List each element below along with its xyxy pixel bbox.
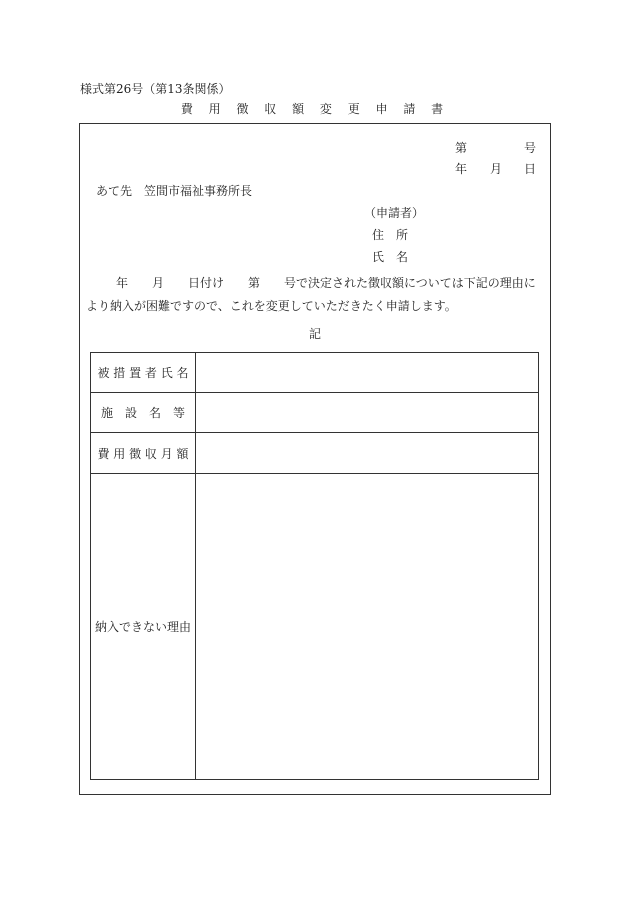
facility-name-field[interactable] xyxy=(196,393,538,432)
table-row xyxy=(91,433,538,474)
row-label: 施 設 名 等 xyxy=(91,393,196,432)
reason-field[interactable] xyxy=(196,474,538,779)
row-label: 納入できない理由 xyxy=(91,474,196,779)
row-label: 費 用 徴 収 月 額 xyxy=(91,433,196,473)
date-year-label: 年 xyxy=(455,162,468,176)
monthly-fee-field[interactable] xyxy=(196,433,538,473)
beneficiary-name-field[interactable] xyxy=(196,353,538,392)
date-month-label: 月 xyxy=(490,162,503,176)
applicant-address-label: 住 所 xyxy=(372,228,409,242)
date-day-label: 日 xyxy=(524,162,537,176)
number-prefix: 第 xyxy=(455,141,468,155)
number-suffix: 号 xyxy=(524,141,537,155)
table-row xyxy=(91,474,538,779)
applicant-name-label: 氏 名 xyxy=(372,250,409,264)
document-title: 費 用 徴 収 額 変 更 申 請 書 xyxy=(180,102,450,116)
details-table xyxy=(90,352,539,780)
ki-heading: 記 xyxy=(308,327,321,341)
table-row xyxy=(91,353,538,393)
request-statement: 年 月 日付け 第 号で決定された徴収額については下記の理由により納入が困難ですので、これを変更していただきたく申請します。 xyxy=(86,276,536,313)
table-row xyxy=(91,393,538,433)
form-number: 様式第26号（第13条関係） xyxy=(80,82,231,96)
row-label: 被 措 置 者 氏 名 xyxy=(91,353,196,392)
applicant-label: （申請者） xyxy=(364,206,425,220)
addressee: あて先 笠間市福祉事務所長 xyxy=(96,184,253,198)
